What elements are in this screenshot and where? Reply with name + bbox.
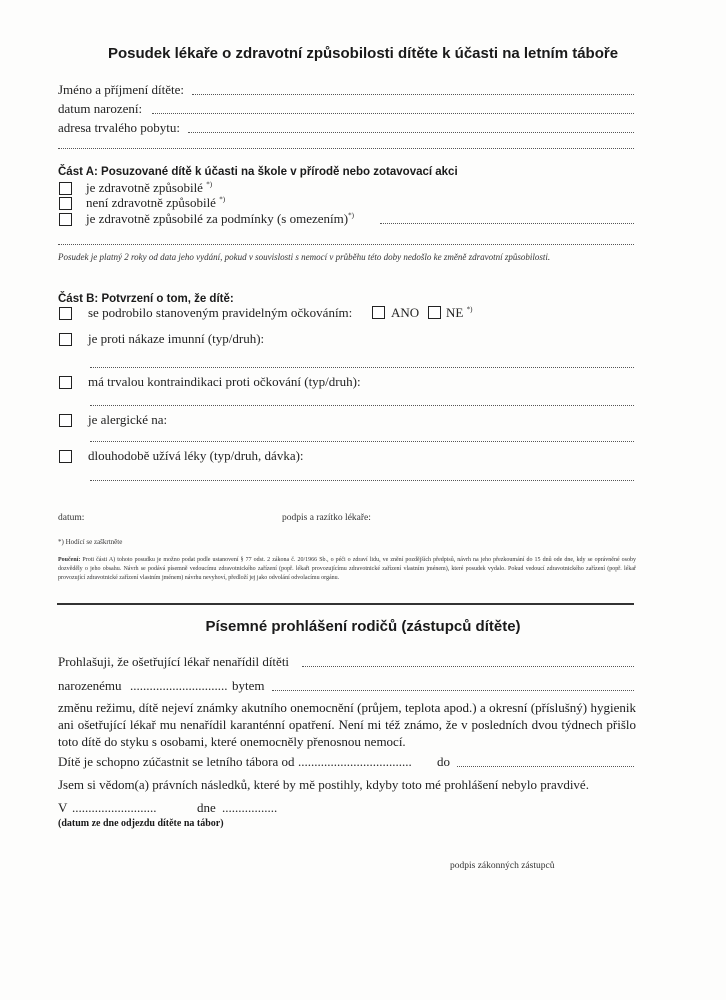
doctor-date-label: datum:: [58, 513, 85, 523]
address-label: adresa trvalého pobytu:: [58, 120, 181, 135]
declaration-paragraph: změnu režimu, dítě nejeví známky akutního onemocnění (průjem, teplota apod.) a okresní (příslušný) hygienik ani ošetřující lékař mu nenařídil karanténní opatření. Není mi též známo, že v posledních dvou týdnech přišlo toto dítě do styku s osobami, které onemocněly přenosnou nemocí.: [58, 700, 636, 749]
option-conditional: je zdravotně způsobilé za podmínky (s omezením)*): [86, 211, 354, 226]
contraindication-label: má trvalou kontraindikaci proti očkování (typ/druh):: [88, 374, 361, 389]
birth-label: datum narození:: [58, 101, 143, 116]
birth-field[interactable]: [152, 113, 634, 114]
place-label: V: [58, 800, 68, 815]
contraindication-field[interactable]: [90, 405, 634, 406]
condition-field[interactable]: [380, 223, 634, 224]
living-label: bytem: [232, 678, 265, 693]
medication-field[interactable]: [90, 480, 634, 481]
ano-label: ANO: [391, 305, 420, 320]
parent-signature-label: podpis zákonných zástupců: [450, 861, 555, 871]
option-unfit: není zdravotně způsobilé *): [86, 195, 226, 210]
immune-label: je proti nákaze imunní (typ/druh):: [88, 331, 265, 346]
checkbox-ne[interactable]: [428, 306, 441, 319]
option-fit: je zdravotně způsobilé *): [86, 180, 213, 195]
footnote: *) Hodící se zaškrtněte: [58, 538, 123, 546]
section-divider: [57, 603, 634, 605]
form1-title: Posudek lékaře o zdravotní způsobilosti dítěte k účasti na letním táboře: [107, 45, 619, 62]
condition-field-line2[interactable]: [58, 244, 634, 245]
name-field[interactable]: [192, 94, 634, 95]
ne-label: NE *): [446, 305, 473, 320]
immune-field[interactable]: [90, 367, 634, 368]
living-field[interactable]: [272, 690, 634, 691]
doctor-signature-label: podpis a razítko lékaře:: [282, 513, 371, 523]
ability-label: Dítě je schopno zúčastnit se letního tábora od: [58, 754, 295, 769]
part-b-heading: Část B: Potvrzení o tom, že dítě:: [58, 293, 234, 305]
checkbox-medication[interactable]: [59, 450, 72, 463]
to-label: do: [437, 754, 450, 769]
checkbox-contraindication[interactable]: [59, 376, 72, 389]
declare-label: Prohlašuji, že ošetřující lékař nenařídil dítěti: [58, 654, 290, 669]
part-a-heading: Část A: Posuzované dítě k účasti na škole v přírodě nebo zotavovací akci: [58, 166, 458, 178]
validity-note: Posudek je platný 2 roky od data jeho vydání, pokud v souvislosti s nemocí v průběhu této doby nedošlo ke změně zdravotní způsobilosti.: [58, 252, 551, 262]
notice: Poučení: Proti části A) tohoto posudku je možno podat podle ustanovení § 77 odst. 2 zákona č. 20/1966 Sb., o péči o zdraví lidu, ve znění pozdějších předpisů, návrh na jeho přezkoumání do 15 dnů ode dne, kdy se oprávněné osoby dozvěděly o jeho obsahu. Návrh se podává písemně vedoucímu zdravotnického zařízení (popř. lékaři provozujícímu zdravotnické zařízení vlastním jménem), které posudek vydalo. Pokud vedoucí zdravotnického zařízení (popř. lékař provozující zdravotnické zařízení vlastním jménem) návrhu nevyhoví, předloží jej jako odvolání odvolacímu orgánu.: [58, 557, 637, 581]
awareness-text: Jsem si vědom(a) právních následků, které by mě postihly, kdyby toto mé prohlášení nebylo pravdivé.: [58, 777, 589, 792]
signing-date-label: dne: [197, 800, 216, 815]
to-field[interactable]: [457, 766, 634, 767]
form2-title: Písemné prohlášení rodičů (zástupců dítěte): [205, 618, 521, 635]
checkbox-immune[interactable]: [59, 333, 72, 346]
allergy-field[interactable]: [90, 441, 634, 442]
checkbox-ano[interactable]: [372, 306, 385, 319]
born-field[interactable]: ..............................: [130, 678, 228, 693]
address-field-line2[interactable]: [58, 148, 634, 149]
checkbox-allergy[interactable]: [59, 414, 72, 427]
medication-label: dlouhodobě užívá léky (typ/druh, dávka):: [88, 448, 304, 463]
name-label: Jméno a příjmení dítěte:: [58, 82, 184, 97]
child-name-field[interactable]: [302, 666, 634, 667]
vaccinated-label: se podrobilo stanoveným pravidelným očkováním:: [88, 305, 353, 320]
born-label: narozenému: [58, 678, 122, 693]
allergy-label: je alergické na:: [88, 412, 168, 427]
date-note: (datum ze dne odjezdu dítěte na tábor): [58, 818, 224, 829]
signing-date-field[interactable]: .................: [222, 800, 278, 815]
checkbox-unfit[interactable]: [59, 197, 72, 210]
checkbox-vaccinated[interactable]: [59, 307, 72, 320]
from-field[interactable]: ...................................: [298, 754, 412, 769]
address-field[interactable]: [188, 132, 634, 133]
checkbox-conditional[interactable]: [59, 213, 72, 226]
place-field[interactable]: ..........................: [72, 800, 157, 815]
checkbox-fit[interactable]: [59, 182, 72, 195]
